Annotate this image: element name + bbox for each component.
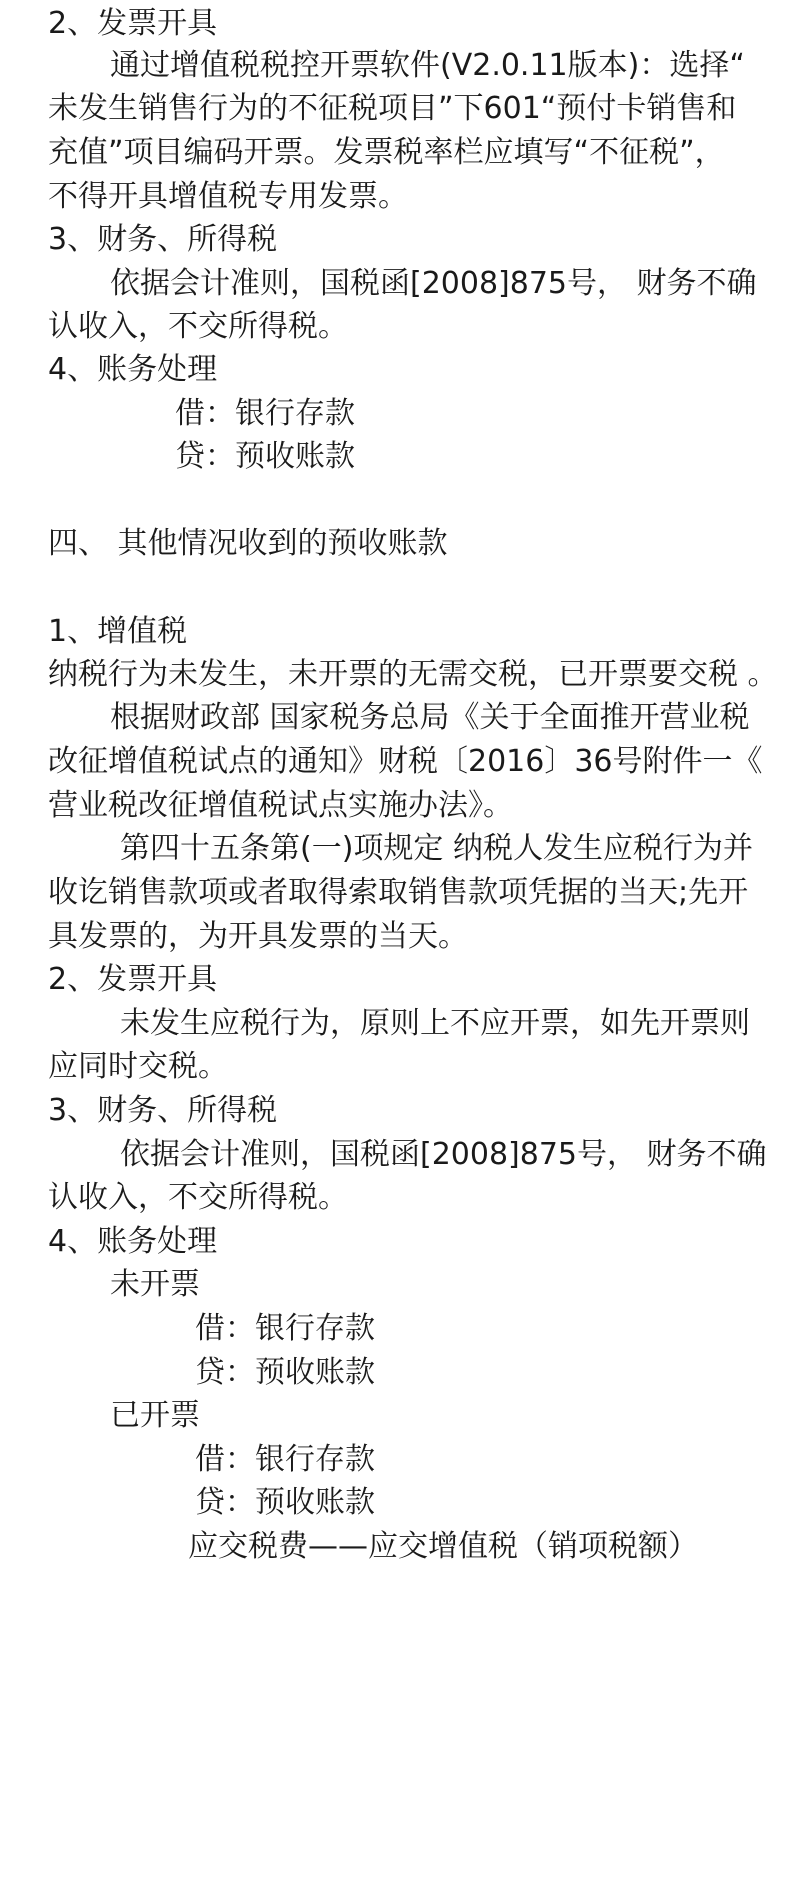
section-heading-accounting: 4、账务处理 [48, 1224, 218, 1259]
paragraph-line: 第四十五条第(一)项规定 纳税人发生应税行为并 [120, 831, 753, 866]
section-heading-accounting: 4、账务处理 [48, 352, 218, 387]
journal-credit-entry: 贷：预收账款 [195, 1485, 375, 1520]
section-heading-invoice: 2、发票开具 [48, 6, 218, 41]
paragraph-line: 改征增值税试点的通知》财税〔2016〕36号附件一《 [48, 744, 763, 779]
paragraph-line: 具发票的，为开具发票的当天。 [48, 919, 468, 954]
paragraph-line: 收讫销售款项或者取得索取销售款项凭据的当天;先开 [48, 875, 749, 910]
paragraph-line: 应同时交税。 [48, 1049, 228, 1084]
journal-debit-entry: 借：银行存款 [195, 1311, 375, 1346]
section-heading-vat: 1、增值税 [48, 614, 188, 649]
paragraph-line: 依据会计准则，国税函[2008]875号， 财务不确 [110, 266, 757, 301]
journal-debit-entry: 借：银行存款 [175, 396, 355, 431]
section-heading-finance: 3、财务、所得税 [48, 1093, 278, 1128]
section-heading-invoice: 2、发票开具 [48, 962, 218, 997]
section-heading-finance: 3、财务、所得税 [48, 222, 278, 257]
journal-credit-entry: 贷：预收账款 [195, 1355, 375, 1390]
part-title: 四、 其他情况收到的预收账款 [48, 526, 448, 561]
paragraph-line: 根据财政部 国家税务总局《关于全面推开营业税 [110, 700, 750, 735]
paragraph-line: 纳税行为未发生，未开票的无需交税，已开票要交税 。 [48, 657, 778, 692]
subheading-not-invoiced: 未开票 [110, 1267, 200, 1302]
paragraph-line: 营业税改征增值税试点实施办法》。 [48, 788, 513, 823]
paragraph-line: 认收入，不交所得税。 [48, 1180, 348, 1215]
journal-debit-entry: 借：银行存款 [195, 1442, 375, 1477]
paragraph-line: 未发生应税行为，原则上不应开票，如先开票则 [120, 1006, 750, 1041]
journal-tax-entry: 应交税费——应交增值税（销项税额） [188, 1529, 698, 1564]
paragraph-line: 不得开具增值税专用发票。 [48, 179, 408, 214]
paragraph-line: 认收入，不交所得税。 [48, 309, 348, 344]
paragraph-line: 通过增值税税控开票软件(V2.0.11版本)：选择“ [110, 48, 745, 83]
paragraph-line: 未发生销售行为的不征税项目”下601“预付卡销售和 [48, 91, 737, 126]
paragraph-line: 充值”项目编码开票。发票税率栏应填写“不征税”， [48, 135, 725, 170]
paragraph-line: 依据会计准则，国税函[2008]875号， 财务不确 [120, 1137, 767, 1172]
subheading-invoiced: 已开票 [110, 1398, 200, 1433]
journal-credit-entry: 贷：预收账款 [175, 439, 355, 474]
